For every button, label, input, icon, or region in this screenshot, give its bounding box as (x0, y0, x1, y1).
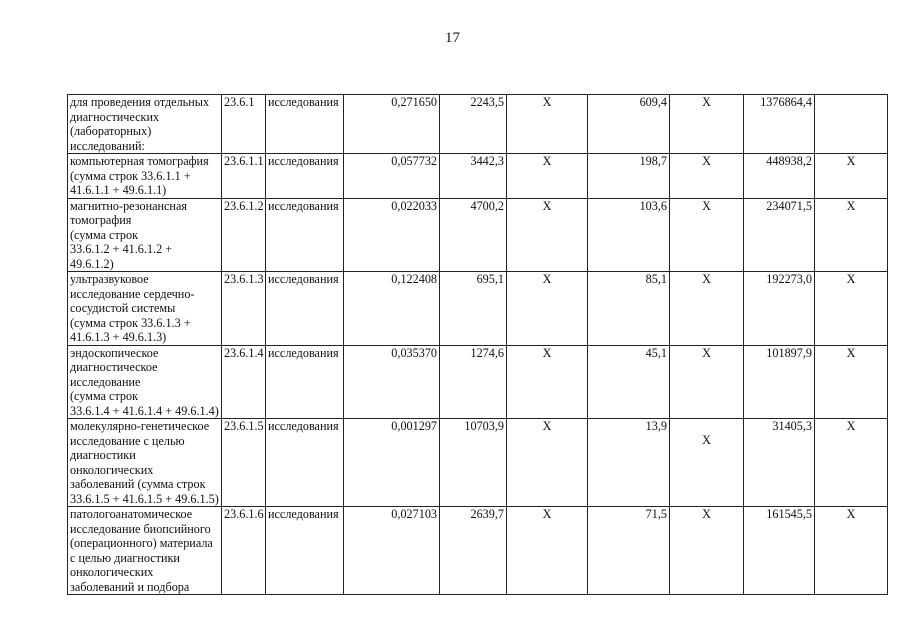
cell-col-8: X (670, 198, 744, 272)
table-row (68, 95, 888, 154)
table-row (68, 198, 888, 272)
cell-name-line: с целью диагностики (70, 550, 180, 565)
cell-code: 23.6.1.3 (222, 272, 266, 346)
table-row (68, 272, 888, 346)
cell-name-line: магнитно-резонансная (70, 198, 187, 213)
cell-name-line: заболеваний (сумма строк (70, 477, 206, 491)
cell-col-8 (670, 419, 744, 507)
cell-col-4: 0,022033 (344, 198, 440, 272)
cell-col-7: 71,5 (588, 507, 670, 595)
cell-col-9: 448938,2 (744, 154, 815, 199)
cell-name-line: (лабораторных) (70, 124, 152, 138)
cell-name (68, 95, 222, 154)
cell-name-line: 49.6.1.2) (70, 256, 114, 271)
cell-col-7: 198,7 (588, 154, 670, 199)
cell-unit: исследования (266, 507, 344, 595)
cell-name-line: эндоскопическое (70, 345, 159, 360)
cell-col-6: X (507, 198, 588, 272)
cell-name-line: исследование сердечно- (70, 286, 195, 301)
cell-col-10: X (815, 154, 888, 199)
cell-unit: исследования (266, 95, 344, 154)
cell-col-5: 1274,6 (440, 345, 507, 419)
cell-name-line: молекулярно-генетическое (70, 419, 210, 433)
cell-name-line: томография (70, 213, 132, 227)
cell-col-10: X (815, 272, 888, 346)
cell-col-4: 0,027103 (344, 507, 440, 595)
cell-code: 23.6.1.1 (222, 154, 266, 199)
cell-col-9: 31405,3 (744, 419, 815, 507)
cell-col-9: 101897,9 (744, 345, 815, 419)
cell-col-10: X (815, 507, 888, 595)
page-number: 17 (445, 30, 460, 46)
cell-col-9: 161545,5 (744, 507, 815, 595)
cell-col-8-text: X (702, 433, 711, 447)
cell-name (68, 419, 222, 507)
cell-col-5: 695,1 (440, 272, 507, 346)
cell-name-line: (операционного) материала (70, 536, 213, 550)
cell-name-line: 33.6.1.2 + 41.6.1.2 + (70, 242, 173, 256)
table-row (68, 345, 888, 419)
cell-name-line: (сумма строк 33.6.1.1 + (70, 168, 191, 183)
cell-col-6: X (507, 419, 588, 507)
cell-name-line: патологоанатомическое (70, 507, 193, 521)
cell-code: 23.6.1 (222, 95, 266, 154)
cell-unit: исследования (266, 345, 344, 419)
cell-col-6: X (507, 507, 588, 595)
cell-name-line: 41.6.1.3 + 49.6.1.3) (70, 330, 167, 344)
cell-name-line: сосудистой системы (70, 301, 176, 315)
cell-col-5: 2243,5 (440, 95, 507, 154)
cell-code: 23.6.1.6 (222, 507, 266, 595)
cell-col-6: X (507, 154, 588, 199)
cell-col-10: X (815, 345, 888, 419)
cell-name-line: онкологических (70, 462, 154, 477)
cell-name-line: ультразвуковое (70, 272, 149, 286)
cell-col-4: 0,001297 (344, 419, 440, 507)
cell-unit: исследования (266, 419, 344, 507)
cell-col-5: 3442,3 (440, 154, 507, 199)
cell-name-line: 33.6.1.5 + 41.6.1.5 + 49.6.1.5) (70, 491, 219, 506)
cell-name-line: (сумма строк (70, 227, 139, 242)
cell-code: 23.6.1.5 (222, 419, 266, 507)
cell-name-line: 41.6.1.1 + 49.6.1.1) (70, 183, 167, 197)
cell-code: 23.6.1.2 (222, 198, 266, 272)
cell-name (68, 345, 222, 419)
cell-name-line: диагностики (70, 448, 136, 462)
cell-col-6: X (507, 95, 588, 154)
table-row (68, 419, 888, 507)
cell-unit: исследования (266, 154, 344, 199)
cell-col-5: 4700,2 (440, 198, 507, 272)
cell-col-10: X (815, 419, 888, 507)
cell-col-8: X (670, 95, 744, 154)
cell-col-4: 0,122408 (344, 272, 440, 346)
cell-col-7: 13,9 (588, 419, 670, 507)
cell-col-8: X (670, 154, 744, 199)
cell-name-line: заболеваний и подбора (70, 579, 190, 594)
cell-code: 23.6.1.4 (222, 345, 266, 419)
cell-name (68, 154, 222, 199)
cell-col-5: 2639,7 (440, 507, 507, 595)
cell-col-10 (815, 95, 888, 154)
cell-col-9: 192273,0 (744, 272, 815, 346)
cell-col-4: 0,035370 (344, 345, 440, 419)
cell-name-line: диагностическое (70, 360, 158, 374)
cell-col-7: 85,1 (588, 272, 670, 346)
cell-unit: исследования (266, 198, 344, 272)
cell-name-line: для проведения отдельных (70, 95, 210, 109)
cell-name (68, 507, 222, 595)
cell-name-line: диагностических (70, 109, 160, 124)
cell-name (68, 198, 222, 272)
cell-col-9: 234071,5 (744, 198, 815, 272)
cell-name-line: исследований: (70, 138, 145, 153)
cell-col-6: X (507, 272, 588, 346)
cell-col-6: X (507, 345, 588, 419)
cell-col-5: 10703,9 (440, 419, 507, 507)
table-row (68, 154, 888, 199)
cell-col-7: 609,4 (588, 95, 670, 154)
data-table (67, 94, 888, 595)
cell-name-line: исследование с целью (70, 433, 185, 448)
cell-name-line: (сумма строк (70, 389, 139, 403)
cell-name-line: исследование биопсийного (70, 521, 211, 536)
cell-col-7: 45,1 (588, 345, 670, 419)
cell-col-4: 0,057732 (344, 154, 440, 199)
cell-col-9: 1376864,4 (744, 95, 815, 154)
cell-name-line: (сумма строк 33.6.1.3 + (70, 315, 191, 330)
cell-col-4: 0,271650 (344, 95, 440, 154)
cell-name-line: 33.6.1.4 + 41.6.1.4 + 49.6.1.4) (70, 403, 219, 418)
cell-name (68, 272, 222, 346)
cell-name-line: онкологических (70, 565, 154, 579)
cell-col-7: 103,6 (588, 198, 670, 272)
cell-name-line: компьютерная томография (70, 154, 209, 168)
cell-col-8: X (670, 345, 744, 419)
cell-col-10: X (815, 198, 888, 272)
cell-col-8: X (670, 272, 744, 346)
table-row (68, 507, 888, 595)
cell-col-8: X (670, 507, 744, 595)
cell-unit: исследования (266, 272, 344, 346)
cell-name-line: исследование (70, 374, 141, 389)
